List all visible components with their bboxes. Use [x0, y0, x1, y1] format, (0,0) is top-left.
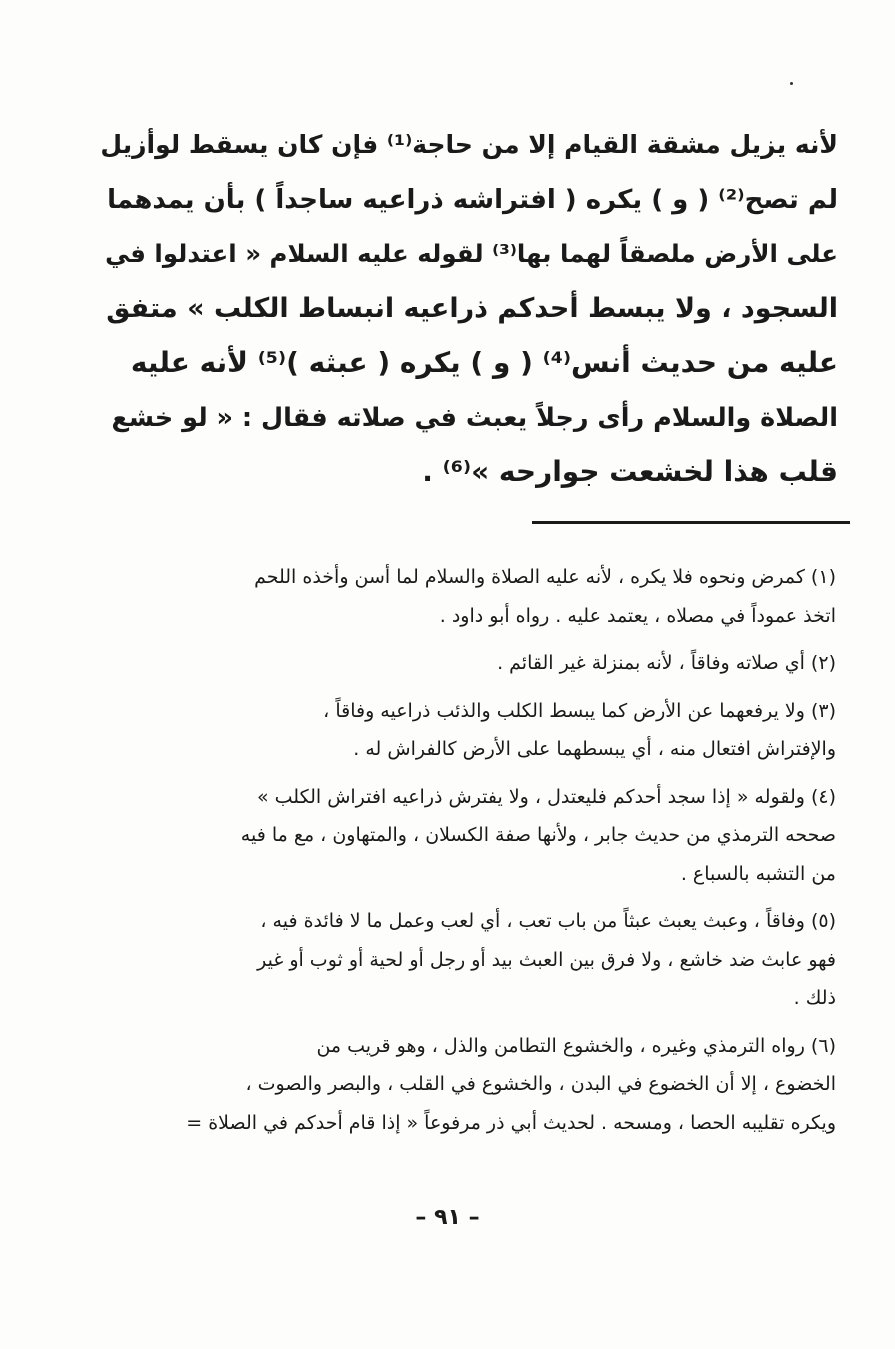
page-number: – ٩١ – [415, 1205, 480, 1230]
footnote-line: الخضوع ، إلا أن الخضوع في البدن ، والخشوع في القلب ، والبصر والصوت ، [245, 1073, 836, 1095]
main-text-line: قلب هذا لخشعت جوارحه »⁽⁶⁾ . [422, 455, 838, 488]
main-text-block [100, 118, 838, 500]
footnote-3 [106, 692, 836, 769]
footnote-line: صححه الترمذي من حديث جابر ، ولأنها صفة الكسلان ، والمتهاون ، مع ما فيه [240, 824, 836, 846]
footnote-line: (٤) ولقوله « إذا سجد أحدكم فليعتدل ، ولا يفترش ذراعيه افتراش الكلب » [256, 785, 836, 808]
footnote-line: (١) كمرض ونحوه فلا يكره ، لأنه عليه الصلاة والسلام لما أسن وأخذه اللحم [254, 566, 836, 588]
main-text-line: على الأرض ملصقاً لهما بها⁽³⁾ لقوله عليه السلام « اعتدلوا في [105, 239, 838, 268]
main-text-line: الصلاة والسلام رأى رجلاً يعبث في صلاته فقال : « لو خشع [111, 402, 838, 433]
footnote-line: من التشبه بالسباع . [680, 862, 836, 885]
footnote-4 [106, 778, 836, 894]
footnote-line: (٦) رواه الترمذي وغيره ، والخشوع التطامن والذل ، وهو قريب من [316, 1034, 836, 1057]
footnote-line: (٣) ولا يرفعهما عن الأرض كما يبسط الكلب والذئب ذراعيه وفاقاً ، [323, 699, 836, 722]
footnote-line: (٢) أي صلاته وفاقاً ، لأنه بمنزلة غير القائم . [497, 652, 836, 674]
main-text-line: السجود ، ولا يبسط أحدكم ذراعيه انبساط الكلب » متفق [106, 292, 838, 324]
footnote-line: ويكره تقليبه الحصا ، ومسحه . لحديث أبي ذر مرفوعاً « إذا قام أحدكم في الصلاة = [186, 1111, 836, 1134]
footnotes-section [106, 558, 836, 1151]
footnote-line: اتخذ عموداً في مصلاه ، يعتمد عليه . رواه أبو داود . [439, 604, 836, 627]
print-speck [790, 82, 793, 85]
footnote-6 [106, 1027, 836, 1143]
footnote-5 [106, 902, 836, 1018]
main-text-line: لم تصح⁽²⁾ ( و ) يكره ( افتراشه ذراعيه ساجداً ) بأن يمدهما [107, 184, 838, 215]
main-text-line: لأنه يزيل مشقة القيام إلا من حاجة⁽¹⁾ فإن كان يسقط لوأزيل [100, 130, 838, 159]
footnote-line: فهو عابث ضد خاشع ، ولا فرق بين العبث بيد أو رجل أو لحية أو ثوب أو غير [257, 948, 836, 971]
footnote-1 [106, 558, 836, 635]
footnote-line: (٥) وفاقاً ، وعبث يعبث عبثاً من باب تعب ، أي لعب وعمل ما لا فائدة فيه ، [260, 910, 836, 932]
main-text-line: عليه من حديث أنس⁽⁴⁾ ( و ) يكره ( عبثه )⁽⁵⁾ لأنه عليه [130, 346, 838, 379]
footnote-divider [532, 521, 850, 524]
footnote-line: والإفتراش افتعال منه ، أي يبسطهما على الأرض كالفراش له . [353, 738, 836, 760]
footnote-2 [106, 644, 836, 683]
footnote-line: ذلك . [793, 987, 836, 1009]
